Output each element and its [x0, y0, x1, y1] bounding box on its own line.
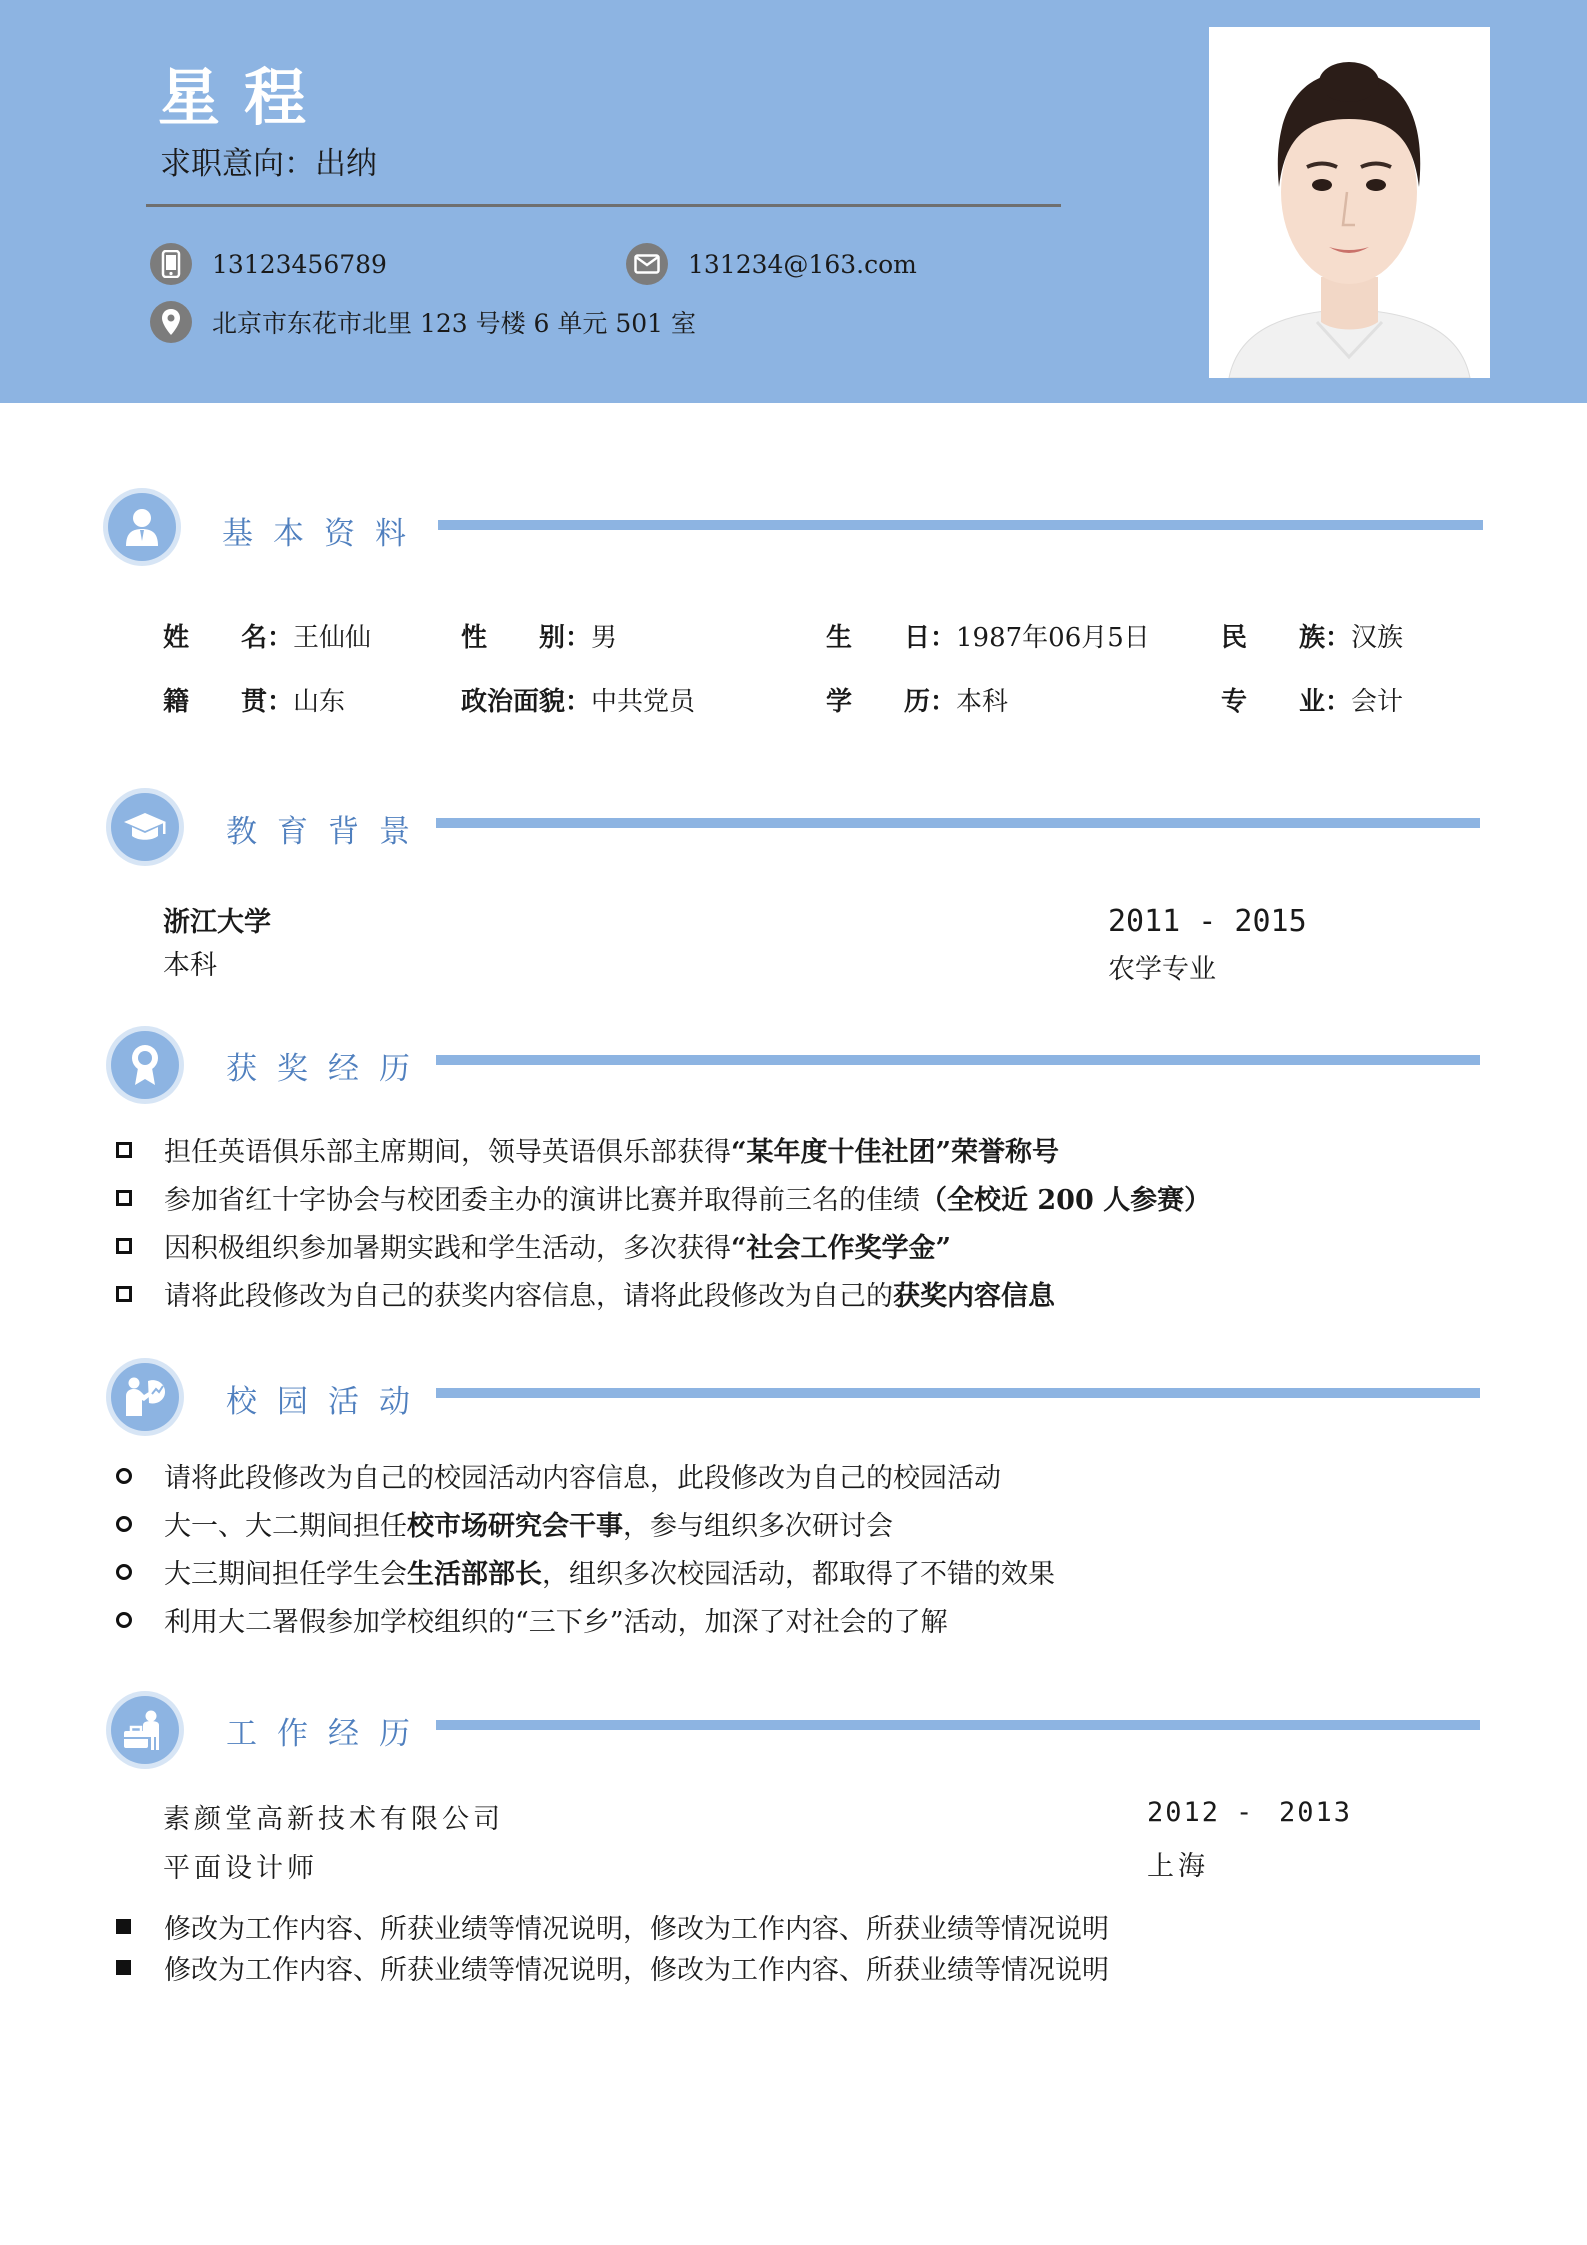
bullet-icon [116, 1960, 131, 1975]
profile-photo [1209, 27, 1490, 378]
bullet-icon [116, 1612, 132, 1628]
work-start: 2012 [1147, 1797, 1221, 1828]
list-item-tail: ，参与组织多次研讨会 [623, 1511, 893, 1542]
field-birth-value: 1987年06月5日 [956, 623, 1150, 653]
education-major: 农学专业 [1108, 954, 1216, 985]
bullet-icon [116, 1286, 132, 1302]
field-ethnicity [1221, 617, 1403, 654]
field-degree-value: 本科 [956, 687, 1009, 717]
list-item-text: 担任英语俱乐部主席期间，领导英语俱乐部获得 [164, 1137, 731, 1168]
field-gender-value: 男 [591, 623, 618, 653]
field-gender [461, 617, 617, 654]
section-bar-awards [436, 1055, 1480, 1065]
list-item [164, 1552, 1055, 1591]
section-icon-basic [108, 493, 176, 561]
field-origin-value: 山东 [293, 687, 346, 717]
education-level: 本科 [163, 950, 217, 981]
list-item [164, 1504, 893, 1543]
section-icon-work [111, 1696, 179, 1764]
list-item-bold: “某年度十佳社团”荣誉称号 [731, 1137, 1060, 1168]
graduation-cap-icon [122, 810, 168, 844]
field-origin-label: 籍 贯： [163, 687, 294, 717]
bullet-icon [116, 1190, 132, 1206]
field-major-label: 专 业： [1221, 687, 1352, 717]
field-politics [461, 681, 695, 718]
list-item [164, 1226, 951, 1265]
education-period: 2011 - 2015 [1108, 904, 1307, 939]
section-icon-education [111, 793, 179, 861]
list-item-text: 因积极组织参加暑期实践和学生活动，多次获得 [164, 1233, 731, 1264]
company-name: 素颜堂高新技术有限公司 [163, 1804, 504, 1835]
field-name [163, 617, 371, 654]
list-item-text: 大三期间担任学生会 [164, 1559, 407, 1590]
field-ethnicity-label: 民 族： [1221, 623, 1352, 653]
envelope-icon [626, 243, 668, 285]
list-item-text: 请将此段修改为自己的校园活动内容信息，此段修改为自己的校园活动 [164, 1463, 1001, 1494]
section-icon-awards [111, 1031, 179, 1099]
bullet-icon [116, 1142, 132, 1158]
job-intent-label: 求职意向： [160, 146, 315, 182]
medal-icon [129, 1044, 161, 1086]
job-intent-value: 出纳 [315, 146, 377, 182]
section-title-basic: 基本资料 [222, 516, 426, 552]
list-item-bold: （全校近 200 人参赛） [920, 1185, 1212, 1216]
phone-icon [150, 243, 192, 285]
list-item [164, 1456, 1001, 1495]
field-degree [826, 681, 1008, 718]
list-item-tail: ，组织多次校园活动，都取得了不错的效果 [542, 1559, 1055, 1590]
list-item-text: 请将此段修改为自己的获奖内容信息，请将此段修改为自己的 [164, 1281, 893, 1312]
school-name: 浙江大学 [163, 907, 271, 938]
home-address: 北京市东花市北里 123 号楼 6 单元 501 室 [212, 309, 697, 338]
bullet-icon [116, 1516, 132, 1532]
job-position: 平面设计师 [163, 1853, 318, 1884]
list-item-bold: 生活部部长 [407, 1559, 542, 1590]
header-banner [0, 0, 1587, 403]
field-name-value: 王仙仙 [293, 623, 372, 653]
bullet-icon [116, 1919, 131, 1934]
work-city: 上海 [1147, 1851, 1209, 1882]
field-politics-value: 中共党员 [591, 687, 696, 717]
candidate-name: 星程 [158, 61, 331, 134]
list-item [164, 1907, 1109, 1946]
field-birth [826, 617, 1150, 654]
portrait-illustration [1209, 27, 1490, 378]
field-gender-label: 性 别： [461, 623, 592, 653]
field-degree-label: 学 历： [826, 687, 957, 717]
field-major [1221, 681, 1403, 718]
list-item-text: 参加省红十字协会与校团委主办的演讲比赛并取得前三名的佳绩 [164, 1185, 920, 1216]
section-title-campus: 校园活动 [226, 1384, 430, 1420]
work-end: 2013 [1279, 1797, 1353, 1828]
field-major-value: 会计 [1351, 687, 1404, 717]
list-item-text: 大一、大二期间担任 [164, 1511, 407, 1542]
list-item [164, 1600, 948, 1639]
briefcase-icon [121, 1709, 169, 1751]
list-item-bold: 校市场研究会干事 [407, 1511, 623, 1542]
field-politics-label: 政治面貌： [461, 687, 592, 717]
list-item [164, 1948, 1109, 1987]
list-item [164, 1130, 1059, 1169]
list-item-text: 修改为工作内容、所获业绩等情况说明，修改为工作内容、所获业绩等情况说明 [164, 1914, 1109, 1945]
contact-address [150, 301, 696, 343]
person-icon [124, 507, 160, 547]
list-item-text: 修改为工作内容、所获业绩等情况说明，修改为工作内容、所获业绩等情况说明 [164, 1955, 1109, 1986]
section-bar-education [436, 818, 1480, 828]
field-ethnicity-value: 汉族 [1351, 623, 1404, 653]
list-item [164, 1178, 1211, 1217]
section-bar-work [436, 1720, 1480, 1730]
presenter-icon [122, 1376, 168, 1418]
contact-email [626, 243, 917, 285]
bullet-icon [116, 1468, 132, 1484]
phone-number: 13123456789 [212, 249, 387, 279]
field-origin [163, 681, 345, 718]
list-item-bold: 获奖内容信息 [893, 1281, 1055, 1312]
section-icon-campus [111, 1363, 179, 1431]
bullet-icon [116, 1564, 132, 1580]
location-pin-icon [150, 301, 192, 343]
work-dash: - [1236, 1797, 1253, 1828]
list-item-bold: “社会工作奖学金” [731, 1233, 952, 1264]
header-divider [146, 204, 1061, 207]
bullet-icon [116, 1238, 132, 1254]
section-title-work: 工作经历 [226, 1716, 430, 1752]
job-intent [160, 138, 377, 183]
list-item [164, 1274, 1055, 1313]
section-bar-campus [436, 1388, 1480, 1398]
section-title-education: 教育背景 [226, 814, 430, 850]
field-name-label: 姓 名： [163, 623, 294, 653]
section-title-awards: 获奖经历 [226, 1051, 430, 1087]
email-address: 131234@163.com [688, 249, 917, 279]
section-bar-basic [438, 520, 1483, 530]
field-birth-label: 生 日： [826, 623, 957, 653]
list-item-text: 利用大二署假参加学校组织的“三下乡”活动，加深了对社会的了解 [164, 1607, 948, 1638]
contact-phone [150, 243, 387, 285]
